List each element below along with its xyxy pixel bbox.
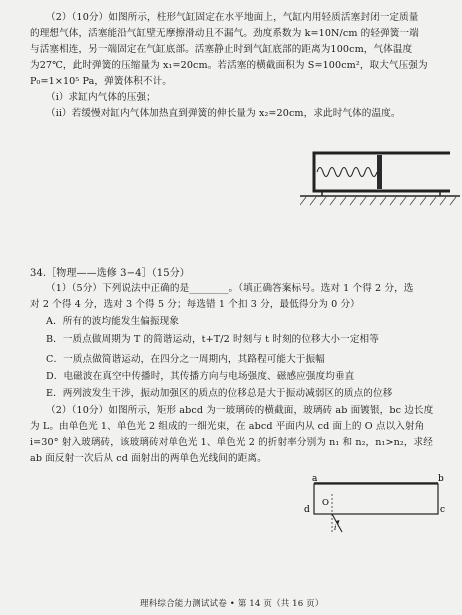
q34-option-b: B．一质点做周期为 T 的简谐运动，t+T/2 时刻与 t 时刻的位移大小一定相等	[46, 334, 379, 345]
label-i: i	[334, 523, 337, 532]
q33-sub-ii: （ⅱ）若缓慢对缸内气体加热直到弹簧的伸长量为 x₂=20cm，求此时气体的温度。	[46, 108, 401, 119]
glass-block-rect	[314, 484, 438, 514]
q34-part2-line-3: i=30° 射入玻璃砖，该玻璃砖对单色光 1、单色光 2 的折射率分别为 n₁ 和 n₂，n₁>n₂，求经	[30, 437, 433, 448]
q34-part1-line-2: 对 2 个得 4 分，选对 3 个得 5 分；每选错 1 个扣 3 分，最低得分为 0 分）	[30, 299, 360, 310]
label-c: c	[440, 505, 446, 515]
piston	[377, 155, 382, 189]
glass-block-figure	[300, 474, 450, 566]
label-d: d	[304, 505, 310, 515]
q34-option-c: C．一质点做简谐运动，在四分之一周期内，其路程可能大于振幅	[46, 354, 325, 365]
q34-part1-line-1: （1）（5分）下列说法中正确的是________。（填正确答案标号。选对 1 个得 2 分，选	[46, 283, 414, 294]
q33-line-2: 的理想气体，活塞能沿气缸壁无摩擦滑动且不漏气。劲度系数为 k=10N/cm 的轻弹簧一端	[30, 28, 419, 39]
q34-heading: 34.［物理——选修 3−4］（15分）	[30, 268, 190, 279]
q34-option-a: A．所有的波均能发生偏振现象	[46, 316, 180, 327]
q33-line-3: 与活塞相连，另一端固定在气缸底部。活塞静止时到气缸底部的距离为100cm，气体温度	[30, 44, 413, 55]
q33-line-5: P₀=1×10⁵ Pa，弹簧体积不计。	[30, 76, 172, 87]
q33-line-1: （2）（10分）如图所示，柱形气缸固定在水平地面上，气缸内用轻质活塞封闭一定质量	[46, 12, 419, 23]
q34-part2-line-1: （2）（10分）如图所示，矩形 abcd 为一玻璃砖的横截面，玻璃砖 ab 面镀银，bc 边长度	[46, 405, 434, 416]
label-b: b	[438, 474, 444, 484]
cylinder-spring-figure	[300, 145, 460, 211]
q34-option-e: E．两列波发生干涉，振动加强区的质点的位移总是大于振动减弱区的质点的位移	[46, 388, 393, 399]
q34-option-d: D．电磁波在真空中传播时，其传播方向与电场强度、磁感应强度均垂直	[46, 371, 355, 382]
page-footer: 理科综合能力测试试卷 • 第 14 页（共 16 页）	[140, 599, 324, 609]
label-a: a	[312, 474, 318, 484]
spring-coil	[317, 168, 377, 177]
q34-part2-line-2: 为 L。由单色光 1、单色光 2 组成的一细光束，在 abcd 平面内从 cd 面上的 O 点以入射角	[30, 421, 425, 432]
q33-line-4: 为27℃，此时弹簧的压缩量为 x₁=20cm。若活塞的横截面积为 S=100cm²，取大气压强为	[30, 60, 428, 71]
q33-sub-i: （ⅰ）求缸内气体的压强；	[46, 92, 156, 103]
label-o: O	[322, 498, 329, 508]
q34-part2-line-4: ab 面反射一次后从 cd 面射出的两单色光线间的距离。	[30, 453, 267, 464]
